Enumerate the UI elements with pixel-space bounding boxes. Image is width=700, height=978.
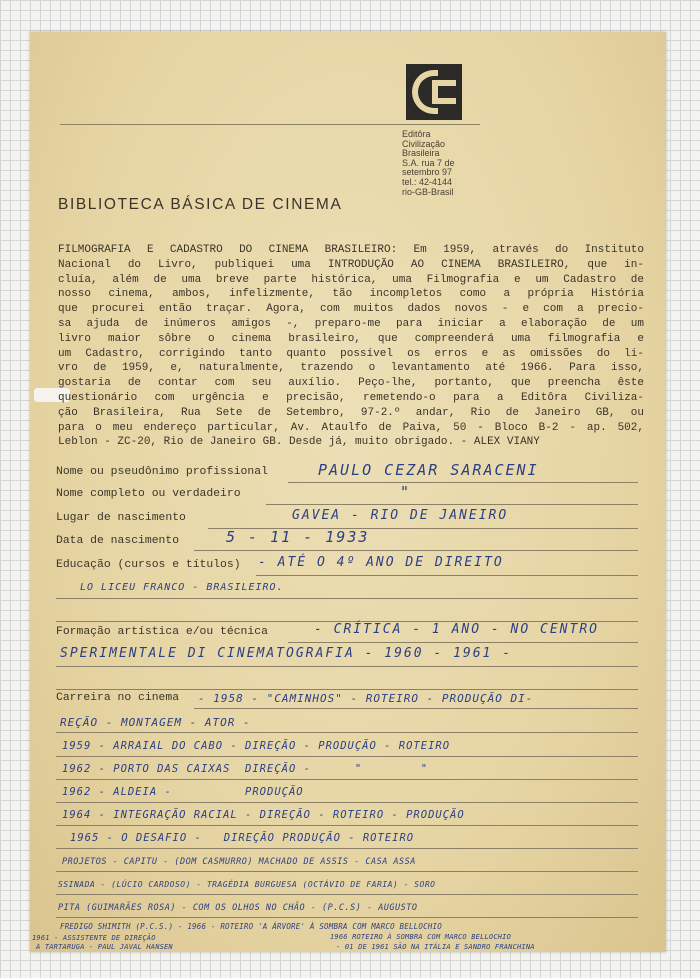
form-line bbox=[56, 689, 638, 690]
intro-line: cluía, além de uma breve parte histórica, uma Filmografia e um Cadastro de bbox=[58, 273, 644, 286]
birth-date-label: Data de nascimento bbox=[56, 535, 180, 547]
career-line[interactable]: 1962 - PORTO DAS CAIXAS DIREÇÃO - " " bbox=[62, 763, 429, 775]
publisher-line: Brasileira bbox=[402, 148, 440, 159]
intro-line: nosso cinema, ambos, infelizmente, tão incompletos como a própria História bbox=[58, 288, 644, 301]
career-line[interactable]: REÇÃO - MONTAGEM - ATOR - bbox=[60, 716, 251, 729]
publisher-line: setembro 97 bbox=[402, 167, 453, 178]
career-line[interactable]: FREDIGO SHIMITH (P.C.S.) - 1966 - ROTEIRO 'A ÁRVORE' À SOMBRA COM MARCO BELLOCHIO bbox=[60, 922, 442, 931]
form-line bbox=[56, 894, 638, 895]
career-value[interactable]: - 1958 - "CAMINHOS" - ROTEIRO - PRODUÇÃO DI- bbox=[198, 692, 534, 705]
intro-line: que procurei então traçar. Agora, com muitos dados novos - e com a precio- bbox=[58, 303, 644, 316]
training-label: Formação artística e/ou técnica bbox=[56, 626, 268, 638]
form-line bbox=[56, 779, 638, 780]
education-value[interactable]: - ATÉ O 4º ANO DE DIREITO bbox=[258, 555, 504, 570]
publisher-line: Civilização bbox=[402, 138, 446, 149]
career-line[interactable]: 1959 - ARRAIAL DO CABO - DIREÇÃO - PRODUÇÃO - ROTEIRO bbox=[62, 740, 451, 752]
intro-line: ção Brasileira, Rua Sete de Setembro, 97-2.º andar, Rio de Janeiro GB, ou bbox=[58, 406, 644, 419]
document-title: BIBLIOTECA BÁSICA DE CINEMA bbox=[58, 196, 343, 213]
intro-line: FILMOGRAFIA E CADASTRO DO CINEMA BRASILEIRO: Em 1959, através do Instituto bbox=[58, 244, 644, 256]
career-label: Carreira no cinema bbox=[56, 692, 180, 704]
career-line[interactable]: PITA (GUIMARÃES ROSA) - COM OS OLHOS NO CHÃO - (P.C.S) - AUGUSTO bbox=[58, 903, 418, 913]
questionnaire-sheet bbox=[30, 32, 666, 952]
career-line[interactable]: PROJETOS - CAPITU - (DOM CASMURRO) MACHADO DE ASSIS - CASA ASSA bbox=[62, 857, 416, 867]
training-value-2[interactable]: SPERIMENTALE DI CINEMATOGRAFIA - 1960 - 1961 - bbox=[60, 646, 513, 661]
intro-line: Nacional do Livro, publiquei uma INTRODUÇÃO AO CINEMA BRASILEIRO, que in- bbox=[58, 258, 644, 271]
birthplace-label: Lugar de nascimento bbox=[56, 512, 186, 524]
form-line bbox=[56, 666, 638, 667]
intro-line: um Cadastro, corrigindo tanto quanto possível os erros e as omissões do li- bbox=[58, 347, 644, 360]
intro-line: questionário com urgência e precisão, remetendo-o para a Editôra Civiliza- bbox=[58, 391, 644, 404]
form-line bbox=[56, 848, 638, 849]
intro-line: gostaria de contar com seu auxílio. Peço-lhe, portanto, que preencha êste bbox=[58, 377, 644, 390]
birthplace-value[interactable]: GAVEA - RIO DE JANEIRO bbox=[292, 508, 509, 523]
form-line bbox=[56, 732, 638, 733]
career-line[interactable]: 1964 - INTEGRAÇÃO RACIAL - DIREÇÃO - ROTEIRO - PRODUÇÃO bbox=[62, 809, 465, 821]
form-line bbox=[194, 550, 638, 551]
form-line bbox=[56, 598, 638, 599]
intro-line: vro de 1959, e, naturalmente, trazendo o levantamento até 1966. Para isso, bbox=[58, 362, 644, 375]
education-label: Educação (cursos e títulos) bbox=[56, 559, 241, 571]
form-line bbox=[256, 575, 638, 576]
birth-date-value[interactable]: 5 - 11 - 1933 bbox=[226, 528, 370, 546]
career-note[interactable]: 1961 - ASSISTENTE DE DIREÇÃO bbox=[32, 934, 156, 942]
form-line bbox=[56, 871, 638, 872]
full-name-label: Nome completo ou verdadeiro bbox=[56, 488, 241, 500]
intro-line: livro maior sôbre o cinema brasileiro, que compreenderá uma filmografia e bbox=[58, 332, 644, 345]
form-line bbox=[56, 756, 638, 757]
career-note[interactable]: 1966 ROTEIRO À SOMBRA COM MARCO BELLOCHIO bbox=[330, 933, 511, 941]
intro-line: para o meu endereço particular, Av. Ataulfo de Paiva, 50 - Bloco B-2 - ap. 502, bbox=[58, 421, 644, 434]
publisher-line: S.A. rua 7 de bbox=[402, 157, 455, 168]
form-line bbox=[288, 642, 638, 643]
career-note[interactable]: - 01 DE 1961 SÃO NA ITÁLIA E SANDRO FRANCHINA bbox=[336, 943, 535, 951]
full-name-value[interactable]: " bbox=[400, 483, 412, 501]
career-line[interactable]: 1962 - ALDEIA - PRODUÇÃO bbox=[62, 786, 304, 798]
career-note[interactable]: A TARTARUGA - PAUL JAVAL HANSEN bbox=[36, 943, 173, 951]
professional-name-label: Nome ou pseudônimo profissional bbox=[56, 466, 268, 478]
form-fields bbox=[30, 32, 666, 952]
form-line bbox=[56, 825, 638, 826]
form-line bbox=[56, 802, 638, 803]
intro-line: sa ajuda de inúmeros amigos -, preparo-me para iniciar a elaboração de um bbox=[58, 317, 644, 330]
form-line bbox=[56, 917, 638, 918]
career-line[interactable]: 1965 - O DESAFIO - DIREÇÃO PRODUÇÃO - ROTEIRO bbox=[70, 832, 415, 844]
form-line bbox=[288, 482, 638, 483]
education-value-2[interactable]: LO LICEU FRANCO - BRASILEIRO. bbox=[80, 582, 284, 593]
professional-name-value[interactable]: PAULO CEZAR SARACENI bbox=[318, 461, 539, 479]
intro-line: Leblon - ZC-20, Rio de Janeiro GB. Desde já, muito obrigado. - ALEX VIANY bbox=[58, 436, 540, 449]
form-line bbox=[194, 708, 638, 709]
publisher-line: tel.: 42-4144 bbox=[402, 176, 453, 187]
publisher-line: rio-GB-Brasil bbox=[402, 186, 454, 197]
career-line[interactable]: SSINADA - (LÚCIO CARDOSO) - TRAGÉDIA BURGUESA (OCTÁVIO DE FARIA) - SORO bbox=[58, 880, 436, 889]
training-value[interactable]: - CRÍTICA - 1 ANO - NO CENTRO bbox=[314, 622, 599, 637]
publisher-line: Editôra bbox=[402, 129, 431, 139]
form-line bbox=[266, 504, 638, 505]
